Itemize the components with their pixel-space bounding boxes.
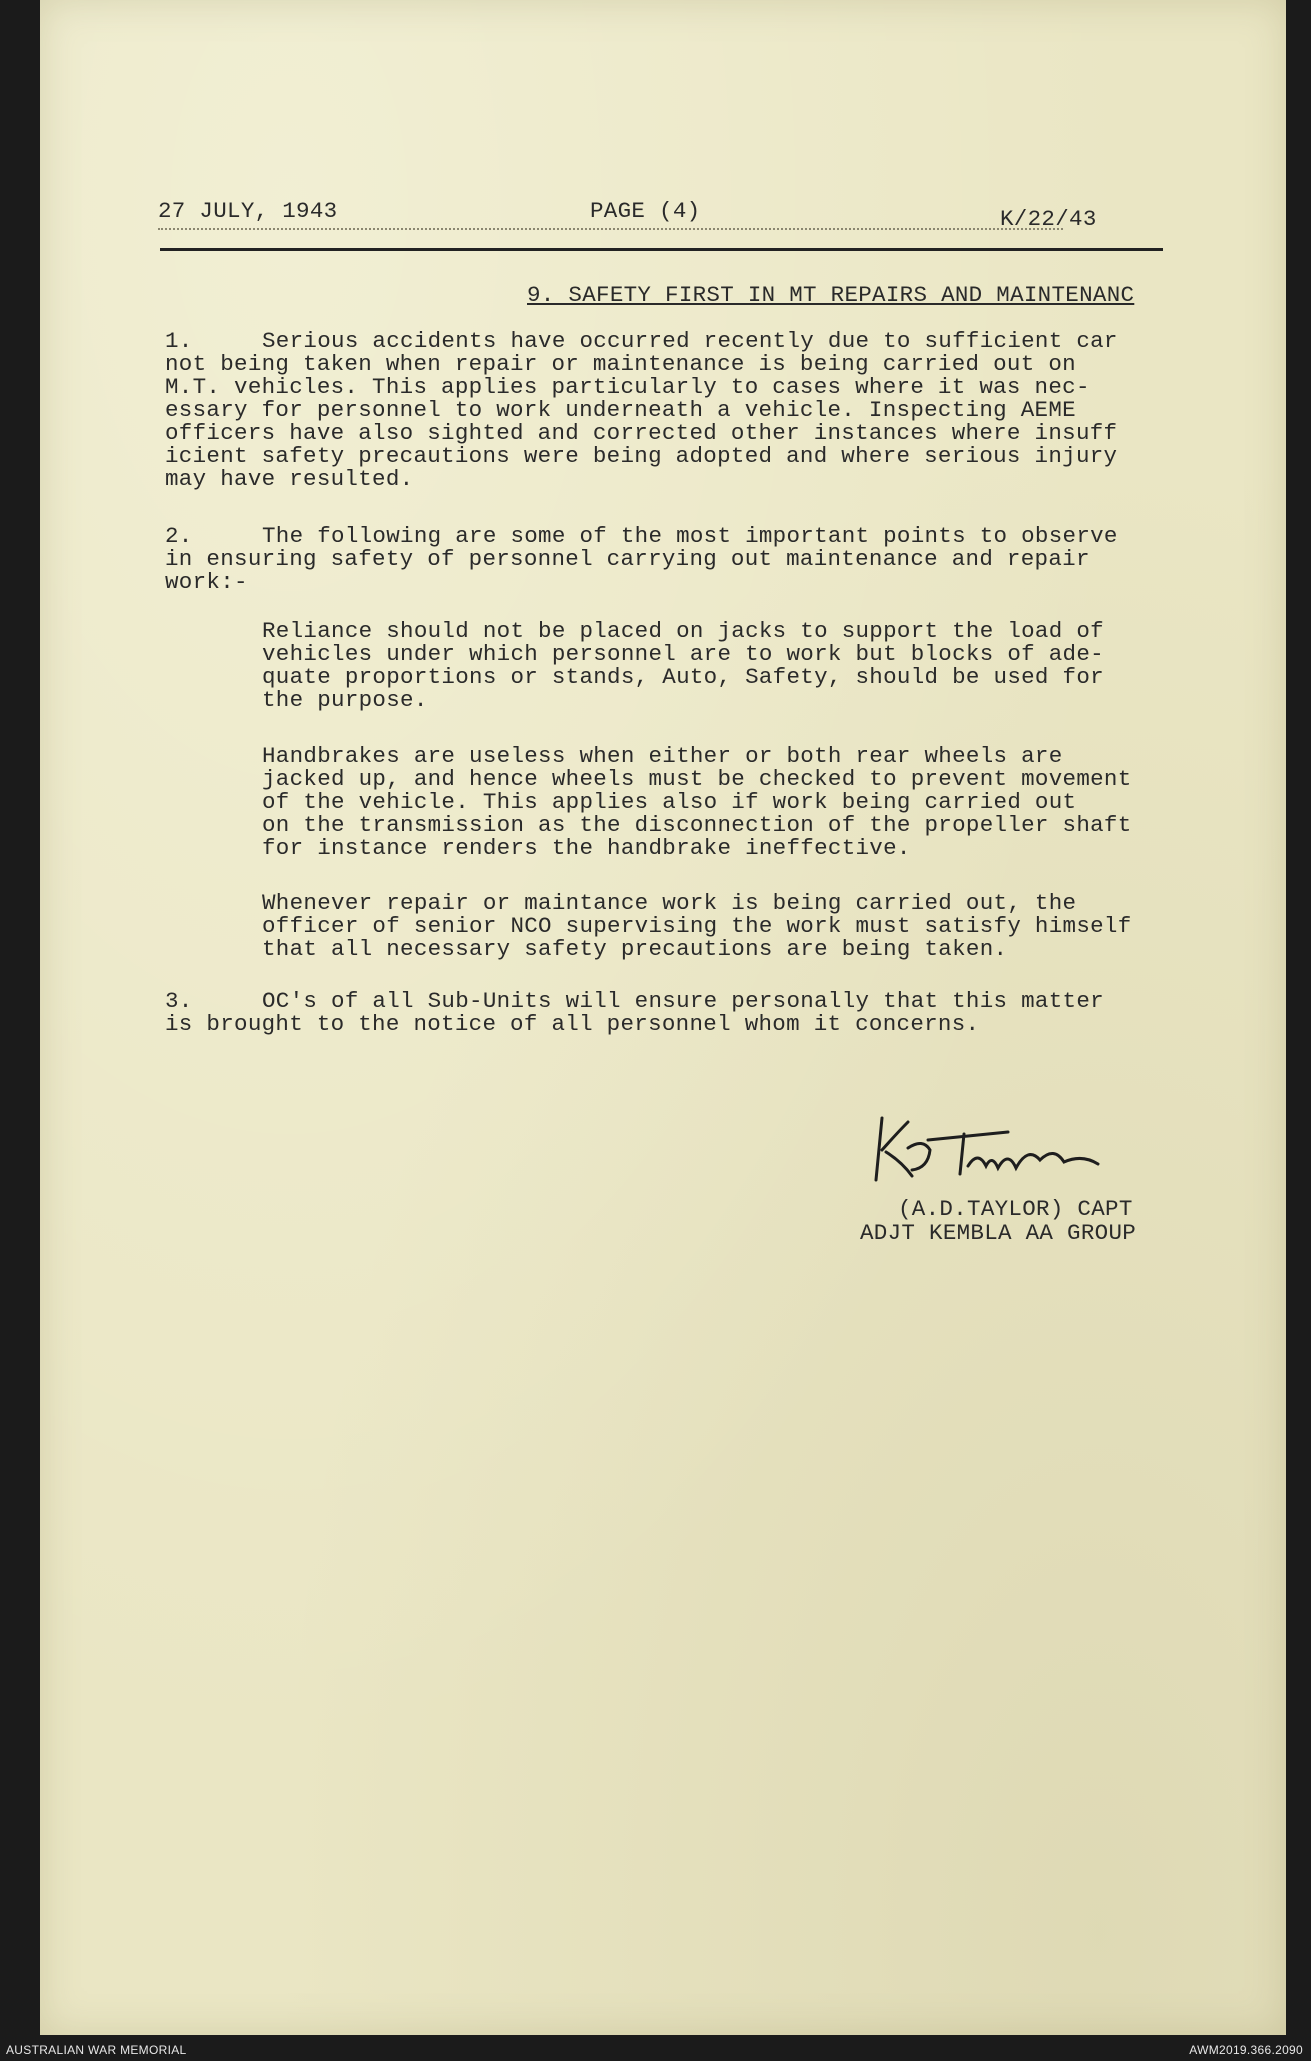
paragraph-1-line: officers have also sighted and corrected other instances where insuff	[165, 420, 1118, 446]
point-3-line: that all necessary safety precautions are being taken.	[262, 936, 1008, 962]
signature-title: ADJT KEMBLA AA GROUP	[860, 1220, 1137, 1246]
paragraph-2-line: in ensuring safety of personnel carrying out maintenance and repair	[165, 546, 1090, 572]
point-2-line: Handbrakes are useless when either or both rear wheels are	[262, 743, 1063, 769]
header-page-number: PAGE (4)	[590, 198, 701, 224]
paragraph-1-line: not being taken when repair or maintenance is being carried out on	[165, 351, 1076, 377]
paragraph-1-line: Serious accidents have occurred recently due to sufficient car	[262, 328, 1118, 354]
paragraph-2-line: The following are some of the most important points to observe	[262, 523, 1118, 549]
footer-institution: AUSTRALIAN WAR MEMORIAL	[6, 2043, 187, 2057]
paragraph-1-line: M.T. vehicles. This applies particularly to cases where it was nec-	[165, 374, 1090, 400]
point-1-line: quate proportions or stands, Auto, Safety, should be used for	[262, 664, 1104, 690]
paragraph-2-number: 2.	[165, 523, 193, 549]
point-2-line: of the vehicle. This applies also if work being carried out	[262, 789, 1077, 815]
document-page	[40, 0, 1286, 2035]
handwritten-signature	[868, 1110, 1118, 1190]
section-title: 9. SAFETY FIRST IN MT REPAIRS AND MAINTENANC	[527, 282, 1135, 308]
paragraph-3-number: 3.	[165, 988, 193, 1014]
paragraph-1-line: may have resulted.	[165, 466, 414, 492]
header-dotted-rule	[158, 228, 1063, 230]
point-1-line: the purpose.	[262, 687, 428, 713]
paragraph-1-number: 1.	[165, 328, 193, 354]
signature-name: (A.D.TAYLOR) CAPT	[898, 1196, 1133, 1222]
point-2-line: jacked up, and hence wheels must be checked to prevent movement	[262, 766, 1132, 792]
paragraph-1-line: icient safety precautions were being adopted and where serious injury	[165, 443, 1118, 469]
paragraph-3-line: OC's of all Sub-Units will ensure personally that this matter	[262, 988, 1104, 1014]
paragraph-3-line: is brought to the notice of all personnel whom it concerns.	[165, 1011, 980, 1037]
paragraph-1-line: essary for personnel to work underneath a vehicle. Inspecting AEME	[165, 397, 1076, 423]
point-3-line: Whenever repair or maintance work is being carried out, the	[262, 890, 1077, 916]
point-2-line: for instance renders the handbrake ineffective.	[262, 835, 911, 861]
header-date: 27 JULY, 1943	[158, 198, 338, 224]
header-rule	[160, 248, 1163, 251]
point-3-line: officer of senior NCO supervising the work must satisfy himself	[262, 913, 1132, 939]
point-2-line: on the transmission as the disconnection of the propeller shaft	[262, 812, 1132, 838]
footer-accession-number: AWM2019.366.2090	[1189, 2043, 1303, 2057]
header-reference: K/22/43	[1000, 206, 1097, 232]
point-1-line: vehicles under which personnel are to work but blocks of ade-	[262, 641, 1104, 667]
point-1-line: Reliance should not be placed on jacks to support the load of	[262, 618, 1104, 644]
paragraph-2-line: work:-	[165, 569, 248, 595]
